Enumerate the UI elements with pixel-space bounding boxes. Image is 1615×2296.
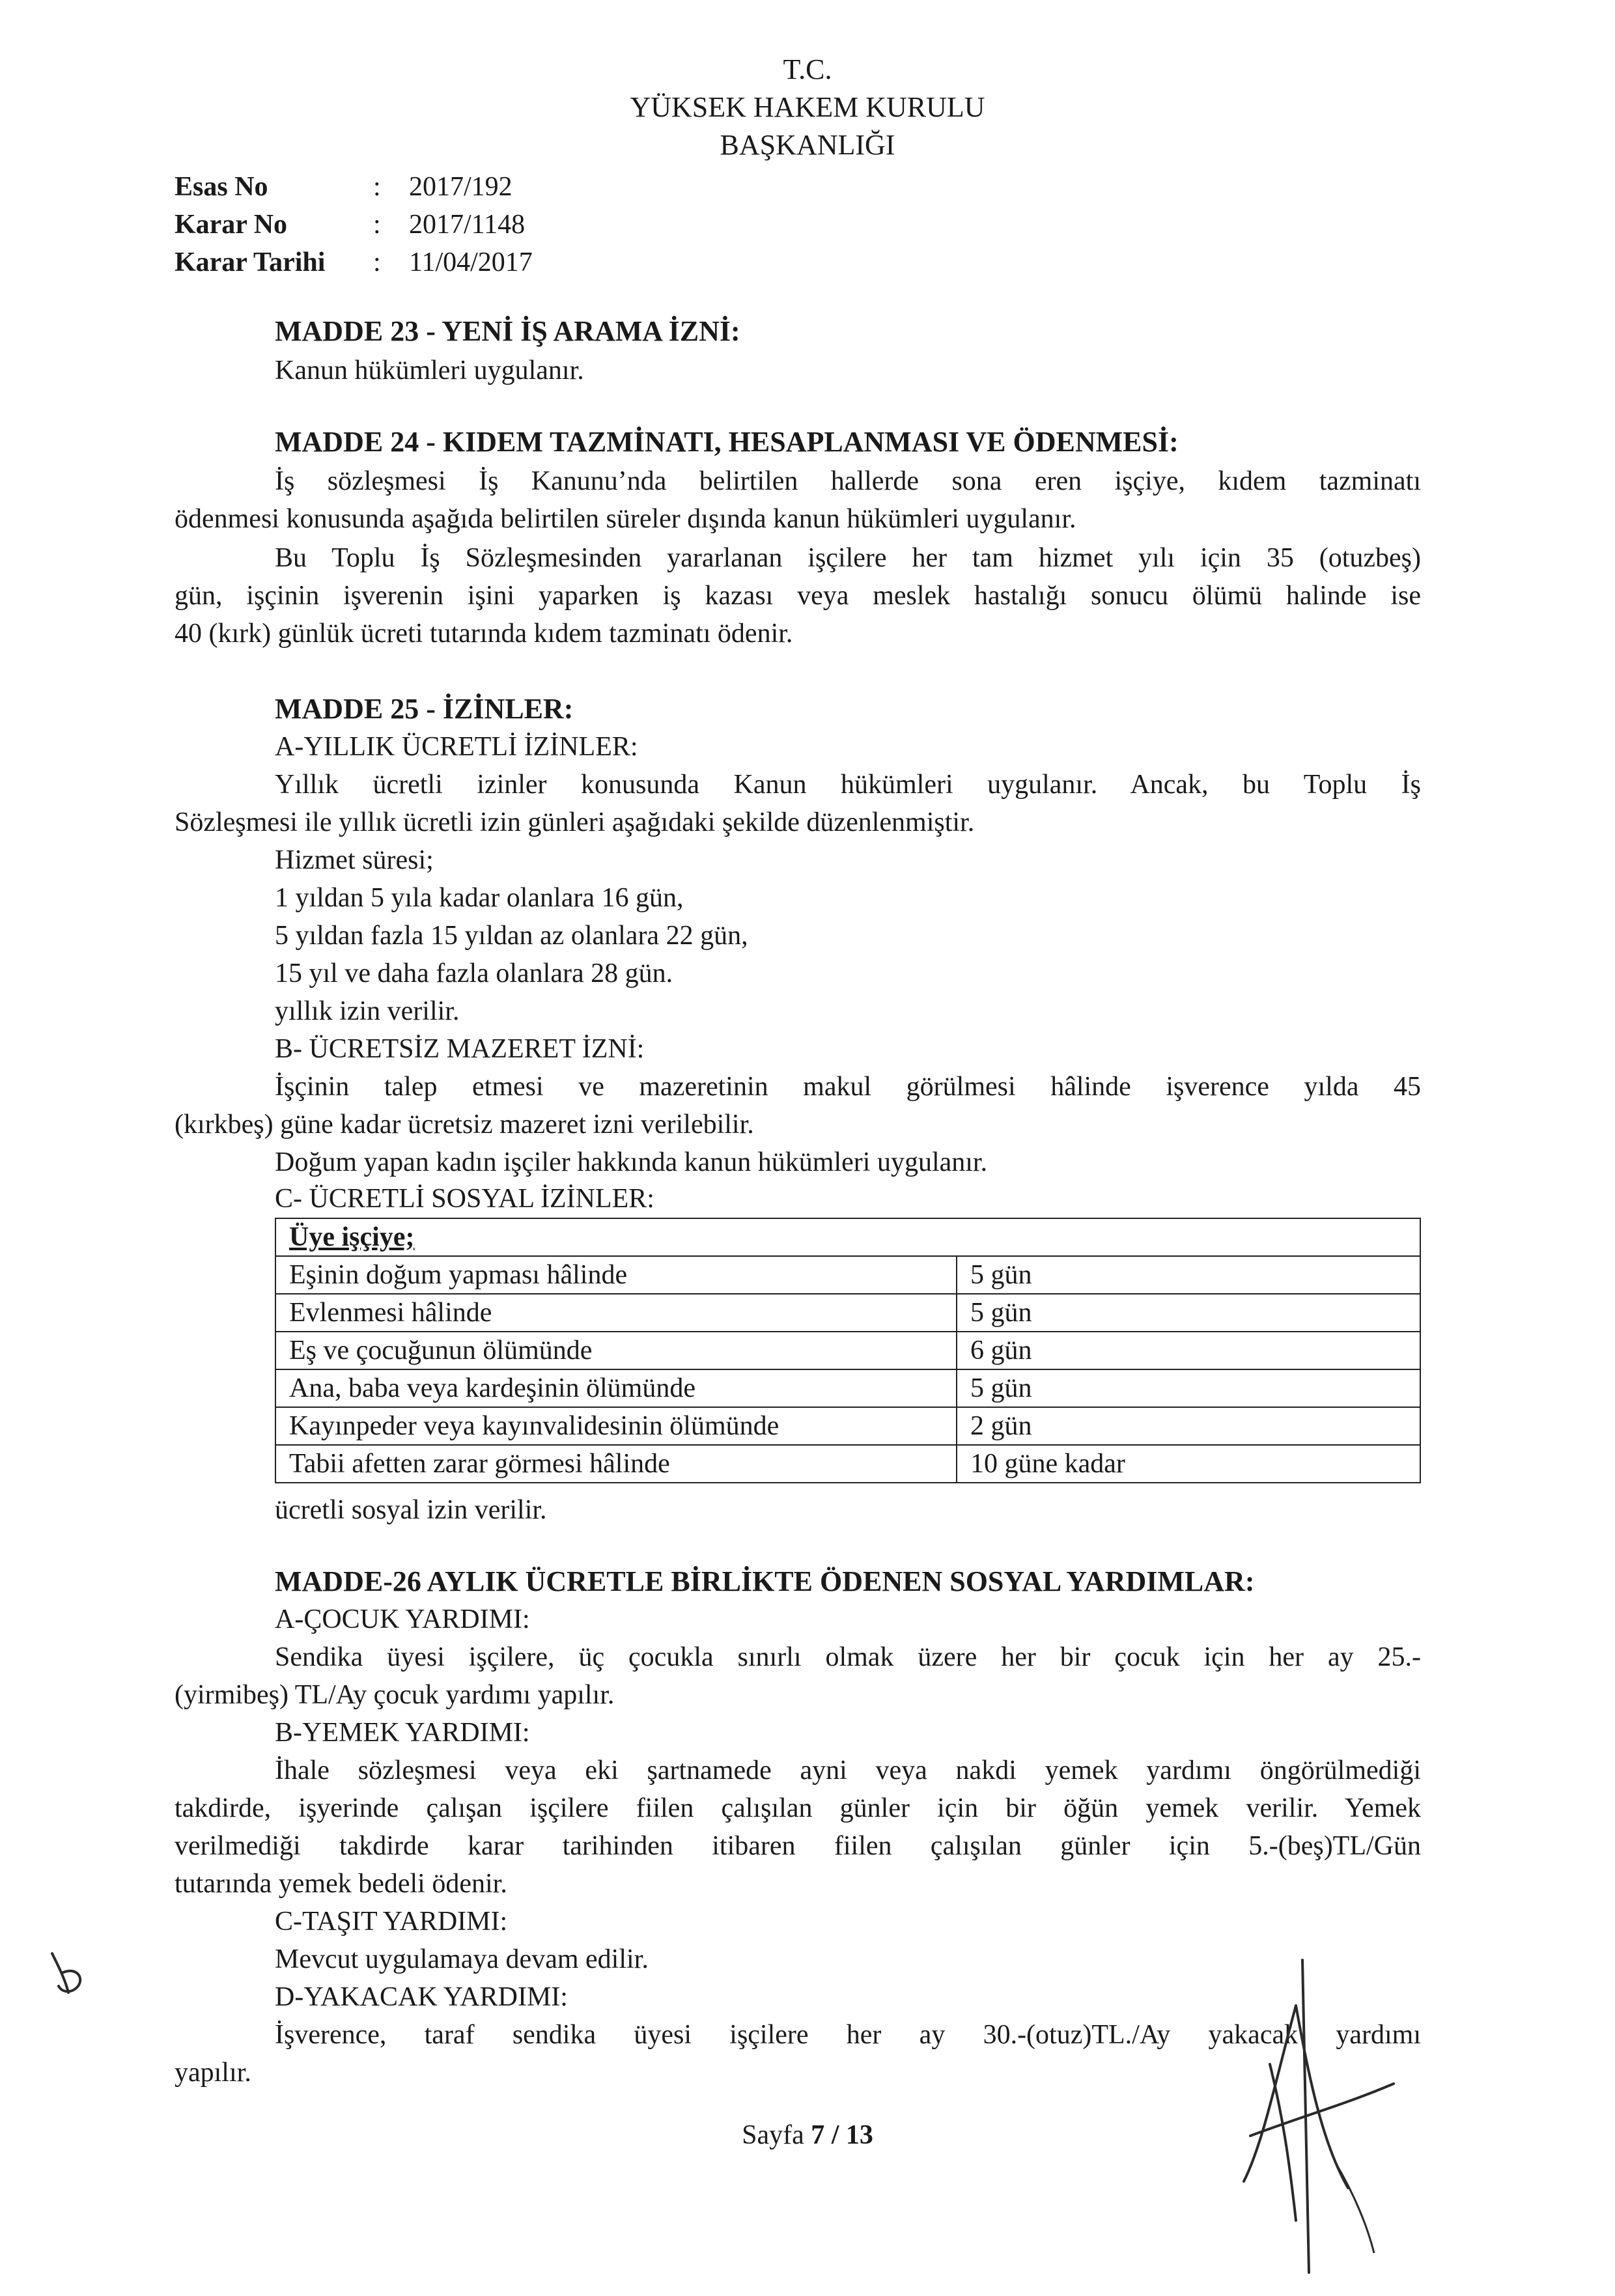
leave-case-cell: Ana, baba veya kardeşinin ölümünde — [275, 1369, 957, 1407]
table-row — [275, 1294, 1420, 1332]
madde-25-a-line6: 15 yıl ve daha fazla olanlara 28 gün. — [275, 959, 673, 988]
meta-colon: : — [373, 210, 381, 240]
meta-karar-tarihi — [175, 244, 533, 281]
leave-days-cell: 5 gün — [957, 1369, 1420, 1407]
madde-26-c-title: C-TAŞIT YARDIMI: — [275, 1907, 508, 1937]
madde-25-c-footer: ücretli sosyal izin verilir. — [275, 1495, 547, 1525]
madde-24-title: MADDE 24 - KIDEM TAZMİNATI, HESAPLANMASI VE ÖDENMESİ: — [275, 426, 1179, 458]
madde-26-d-line1: İşverence, taraf sendika üyesi işçilere her ay 30.-(otuz)TL./Ay yakacak yardımı — [275, 2020, 1421, 2050]
madde-25-b-line2: (kırkbeş) güne kadar ücretsiz mazeret izni verilebilir. — [175, 1110, 754, 1140]
madde-25-title: MADDE 25 - İZİNLER: — [275, 693, 574, 725]
madde-26-title: MADDE-26 AYLIK ÜCRETLE BİRLİKTE ÖDENEN SOSYAL YARDIMLAR: — [275, 1565, 1255, 1597]
madde-26-b-line4: tutarında yemek bedeli ödenir. — [175, 1869, 507, 1899]
madde-24-p2-line1: Bu Toplu İş Sözleşmesinden yararlanan işçilere her tam hizmet yılı için 35 (otuzbeş) — [275, 543, 1421, 573]
madde-25-b-line3: Doğum yapan kadın işçiler hakkında kanun hükümleri uygulanır. — [275, 1147, 988, 1177]
margin-initial-icon — [39, 1947, 98, 2023]
leave-case-cell: Tabii afetten zarar görmesi hâlinde — [275, 1445, 957, 1483]
meta-label: Karar Tarihi — [175, 247, 326, 277]
madde-25-c-title: C- ÜCRETLİ SOSYAL İZİNLER: — [275, 1184, 654, 1214]
signature-icon — [1224, 1947, 1459, 2296]
meta-colon: : — [373, 247, 381, 277]
madde-24-p1-line2: ödenmesi konusunda aşağıda belirtilen süreler dışında kanun hükümleri uygulanır. — [175, 504, 1076, 534]
header-line-kurul: YÜKSEK HAKEM KURULU — [630, 91, 985, 123]
madde-26-a-title: A-ÇOCUK YARDIMI: — [275, 1604, 530, 1634]
madde-23-text: Kanun hükümleri uygulanır. — [275, 356, 584, 385]
leave-days-cell: 5 gün — [957, 1294, 1420, 1332]
madde-26-c-line1: Mevcut uygulamaya devam edilir. — [275, 1944, 649, 1974]
madde-24-p2-line2: gün, işçinin işverenin işini yaparken iş kazası veya meslek hastalığı sonucu ölümü halinde ise — [175, 581, 1421, 611]
leave-case-cell: Eşinin doğum yapması hâlinde — [275, 1256, 957, 1294]
leave-days-cell: 6 gün — [957, 1332, 1420, 1369]
table-row — [275, 1256, 1420, 1294]
social-leave-table — [275, 1218, 1421, 1483]
page-label: Sayfa — [742, 2120, 811, 2150]
meta-karar-no — [175, 206, 533, 244]
meta-esas-no — [175, 168, 533, 206]
madde-26-b-line2: takdirde, işyerinde çalışan işçilere fiilen çalışılan günler için bir öğün yemek verilir. Yemek — [175, 1793, 1421, 1823]
madde-25-a-line5: 5 yıldan fazla 15 yıldan az olanlara 22 gün, — [275, 921, 748, 951]
madde-26-d-line2: yapılır. — [175, 2058, 251, 2088]
madde-25-a-line4: 1 yıldan 5 yıla kadar olanlara 16 gün, — [275, 883, 684, 913]
madde-24-p1-line1: İş sözleşmesi İş Kanunu’nda belirtilen hallerde sona eren işçiye, kıdem tazminatı — [275, 466, 1421, 496]
leave-case-cell: Evlenmesi hâlinde — [275, 1294, 957, 1332]
madde-25-a-line2: Sözleşmesi ile yıllık ücretli izin günleri aşağıdaki şekilde düzenlenmiştir. — [175, 807, 975, 837]
meta-label: Esas No — [175, 172, 268, 202]
header-line-tc: T.C. — [783, 53, 832, 85]
madde-26-d-title: D-YAKACAK YARDIMI: — [275, 1982, 568, 2012]
madde-25-a-title: A-YILLIK ÜCRETLİ İZİNLER: — [275, 732, 638, 762]
madde-26-b-title: B-YEMEK YARDIMI: — [275, 1718, 530, 1748]
madde-25-a-line1: Yıllık ücretli izinler konusunda Kanun hükümleri uygulanır. Ancak, bu Toplu İş — [275, 770, 1421, 800]
leave-days-cell: 5 gün — [957, 1256, 1420, 1294]
table-header-cell: Üye işçiye; — [275, 1218, 1420, 1256]
table-row — [275, 1332, 1420, 1369]
leave-days-cell: 2 gün — [957, 1407, 1420, 1445]
madde-26-a-line2: (yirmibeş) TL/Ay çocuk yardımı yapılır. — [175, 1680, 615, 1710]
institution-header — [0, 51, 1615, 164]
leave-case-cell: Kayınpeder veya kayınvalidesinin ölümünde — [275, 1407, 957, 1445]
meta-value: 2017/1148 — [409, 210, 526, 240]
header-line-baskanlik: BAŞKANLIĞI — [720, 129, 895, 161]
madde-26-b-line3: verilmediği takdirde karar tarihinden itibaren fiilen çalışılan günler için 5.-(beş)TL/Gün — [175, 1831, 1421, 1861]
table-row — [275, 1445, 1420, 1483]
case-meta — [175, 168, 533, 281]
madde-25-a-line7: yıllık izin verilir. — [275, 996, 460, 1026]
madde-25-b-line1: İşçinin talep etmesi ve mazeretinin makul görülmesi hâlinde işverence yılda 45 — [275, 1072, 1421, 1102]
leave-days-cell: 10 güne kadar — [957, 1445, 1420, 1483]
madde-25-b-title: B- ÜCRETSİZ MAZERET İZNİ: — [275, 1034, 645, 1064]
table-row — [275, 1407, 1420, 1445]
meta-colon: : — [373, 172, 381, 202]
madde-26-b-line1: İhale sözleşmesi veya eki şartnamede ayni veya nakdi yemek yardımı öngörülmediği — [275, 1756, 1421, 1785]
meta-value: 11/04/2017 — [409, 247, 533, 277]
madde-24-p2-line3: 40 (kırk) günlük ücreti tutarında kıdem tazminatı ödenir. — [175, 619, 793, 649]
meta-label: Karar No — [175, 210, 288, 240]
table-row — [275, 1369, 1420, 1407]
leave-case-cell: Eş ve çocuğunun ölümünde — [275, 1332, 957, 1369]
page-number: 7 / 13 — [811, 2120, 873, 2150]
meta-value: 2017/192 — [409, 172, 513, 202]
madde-23-title: MADDE 23 - YENİ İŞ ARAMA İZNİ: — [275, 315, 740, 347]
table-header-row — [275, 1218, 1420, 1256]
madde-26-a-line1: Sendika üyesi işçilere, üç çocukla sınırlı olmak üzere her bir çocuk için her ay 25.- — [275, 1642, 1421, 1672]
madde-25-a-line3: Hizmet süresi; — [275, 845, 434, 875]
